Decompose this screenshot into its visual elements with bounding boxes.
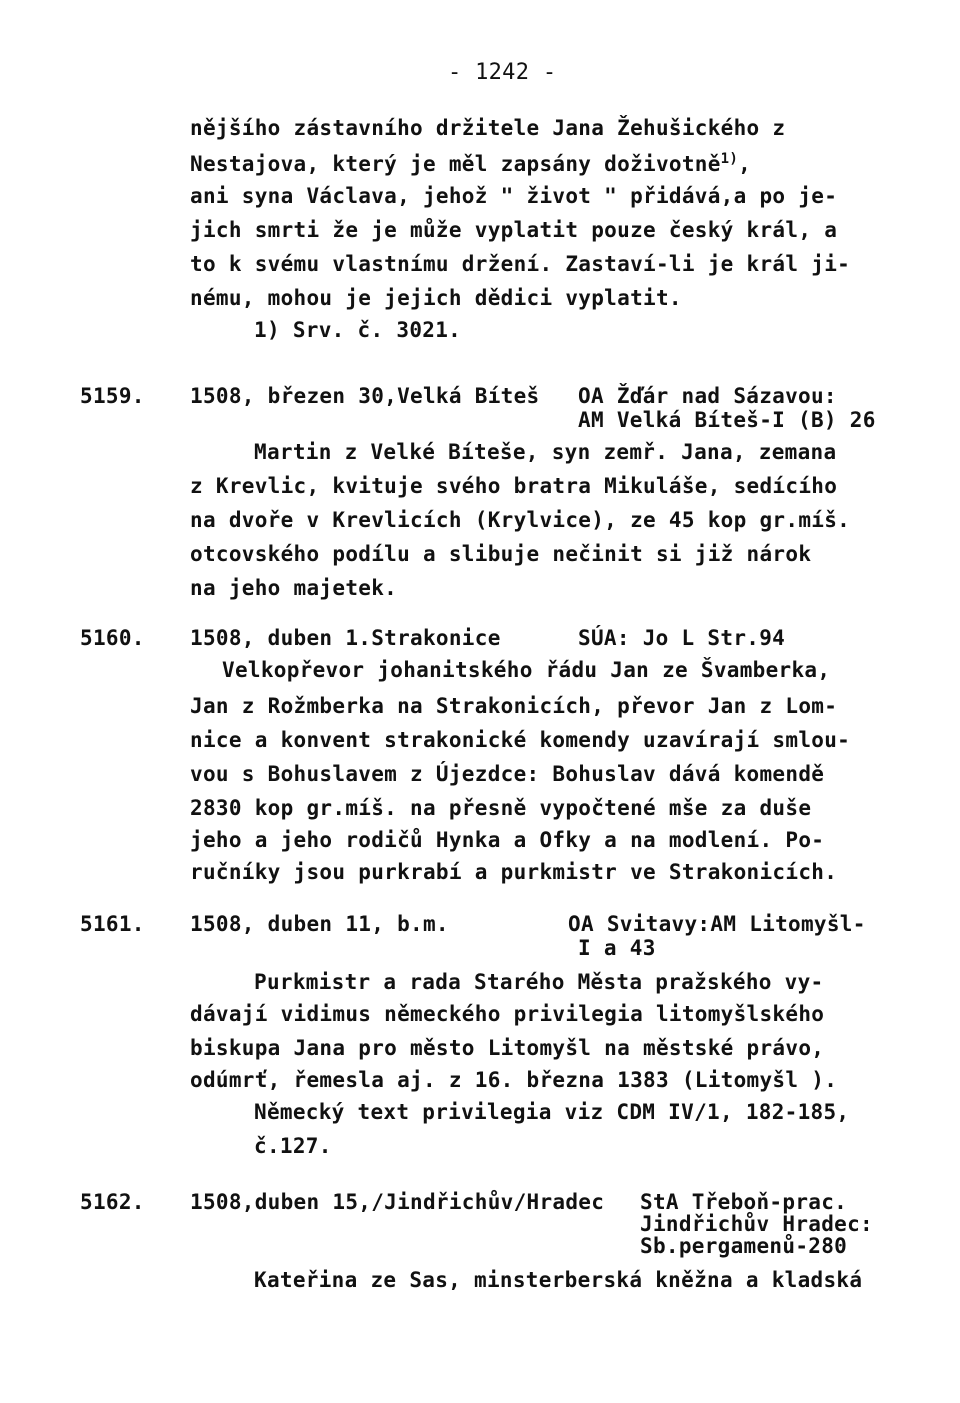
entry-date-place: 1508, březen 30,Velká Bíteš xyxy=(190,384,540,408)
footnote-marker: 1) xyxy=(720,151,739,167)
entry-number: 5162. xyxy=(80,1190,145,1214)
entry-text-line: Martin z Velké Bíteše, syn zemř. Jana, zemana xyxy=(254,440,837,464)
entry-date-place: 1508, duben 1.Strakonice xyxy=(190,626,501,650)
intro-line-6: nému, mohou je jejich dědici vyplatit. xyxy=(190,286,682,310)
entry-source-line-1: OA Svitavy:AM Litomyšl- xyxy=(568,912,866,936)
entry-text-line: biskupa Jana pro město Litomyšl na městské právo, xyxy=(190,1036,825,1060)
entry-text-line: Velkopřevor johanitského řádu Jan ze Švamberka, xyxy=(222,658,831,682)
entry-text-line: vou s Bohuslavem z Újezdce: Bohuslav dává komendě xyxy=(190,762,825,786)
entry-date-place: 1508,duben 15,/Jindřichův/Hradec xyxy=(190,1190,605,1214)
entry-text-line: z Krevlic, kvituje svého bratra Mikuláše, sedícího xyxy=(190,474,838,498)
entry-text-line: jeho a jeho rodičů Hynka a Ofky a na modlení. Po- xyxy=(190,828,825,852)
entry-number: 5161. xyxy=(80,912,145,936)
entry-source-line-1: SÚA: Jo L Str.94 xyxy=(578,626,786,650)
entry-text-line: dávají vidimus německého privilegia litomyšlského xyxy=(190,1002,825,1026)
entry-source-line-1: StA Třeboň-prac. xyxy=(640,1190,848,1214)
intro-line-4: jich smrti že je může vyplatit pouze český král, a xyxy=(190,218,838,242)
entry-text-line: Německý text privilegia viz CDM IV/1, 182-185, xyxy=(254,1100,850,1124)
entry-text-line: Purkmistr a rada Starého Města pražského vy- xyxy=(254,970,824,994)
entry-date-place: 1508, duben 11, b.m. xyxy=(190,912,449,936)
entry-source-line-1: OA Žďár nad Sázavou: xyxy=(578,384,837,408)
entry-text-line: 2830 kop gr.míš. na přesně vypočtené mše za duše xyxy=(190,796,812,820)
entry-number: 5160. xyxy=(80,626,145,650)
entry-text-line: na dvoře v Krevlicích (Krylvice), ze 45 kop gr.míš. xyxy=(190,508,851,532)
entry-text-line: na jeho majetek. xyxy=(190,576,398,600)
entry-text-line: ručníky jsou purkrabí a purkmistr ve Strakonicích. xyxy=(190,860,838,884)
entry-source-line-2: I a 43 xyxy=(578,936,656,960)
entry-text-line: odúmrť, řemesla aj. z 16. března 1383 (Litomyšl ). xyxy=(190,1068,838,1092)
entry-text-line: č.127. xyxy=(254,1134,332,1158)
entry-source-line-2: AM Velká Bíteš-I (B) 26 xyxy=(578,408,876,432)
intro-line-2-tail: , xyxy=(738,152,752,176)
entry-number: 5159. xyxy=(80,384,145,408)
intro-line-5: to k svému vlastnímu držení. Zastaví-li je král ji- xyxy=(190,252,851,276)
entry-text-line: nice a konvent strakonické komendy uzavírají smlou- xyxy=(190,728,851,752)
entry-text-line: Kateřina ze Sas, minsterberská kněžna a kladská xyxy=(254,1268,863,1292)
intro-line-1: nějšího zástavního držitele Jana Žehušického z xyxy=(190,116,786,140)
entry-source-line-3: Sb.pergamenů-280 xyxy=(640,1234,848,1258)
intro-line-3: ani syna Václava, jehož " život " přidává,a po je- xyxy=(190,184,838,208)
entry-text-line: otcovského podílu a slibuje nečinit si již nárok xyxy=(190,542,812,566)
intro-line-2-text: Nestajova, který je měl zapsány doživotně xyxy=(190,152,721,176)
entry-source-line-2: Jindřichův Hradec: xyxy=(640,1212,873,1236)
footnote: 1) Srv. č. 3021. xyxy=(254,318,462,342)
intro-line-2 xyxy=(190,152,751,175)
entry-text-line: Jan z Rožmberka na Strakonicích, převor Jan z Lom- xyxy=(190,694,838,718)
page-number: - 1242 - xyxy=(448,60,557,85)
